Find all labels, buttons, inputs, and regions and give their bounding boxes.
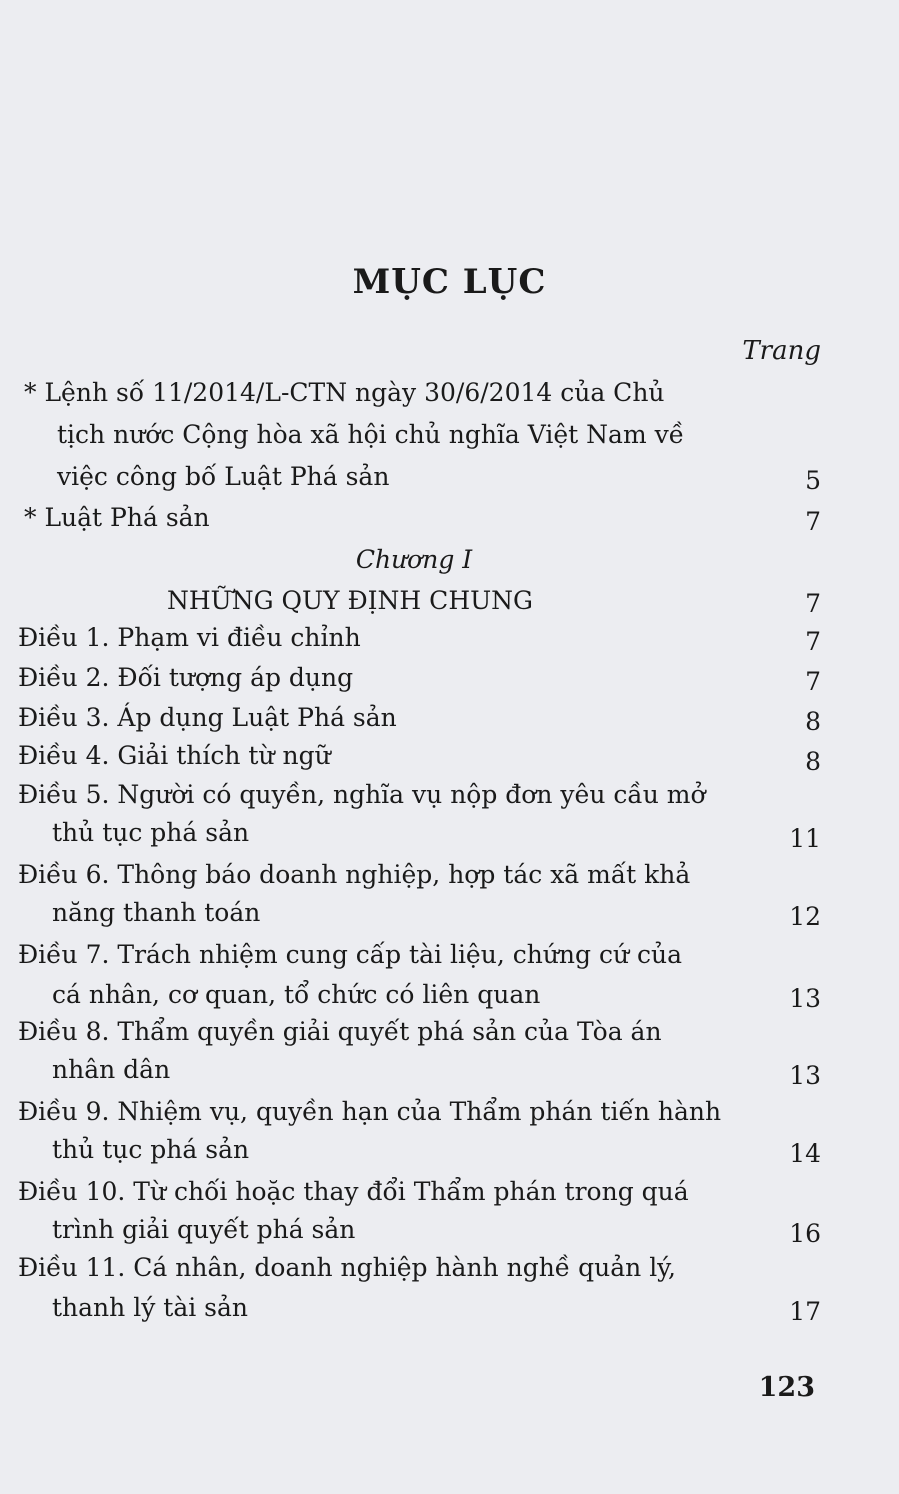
chapter-label: Chương I [355, 545, 473, 574]
toc-page-number: 12 [789, 902, 821, 931]
toc-page-number: 5 [805, 466, 821, 495]
toc-line: Điều 2. Đối tượng áp dụng [18, 663, 354, 692]
toc-page-number: 7 [805, 667, 821, 696]
chapter-title: NHỮNG QUY ĐỊNH CHUNG [166, 586, 534, 615]
toc-page-number: 13 [789, 984, 821, 1013]
toc-page-number: 17 [789, 1297, 821, 1326]
toc-page-number: 13 [789, 1061, 821, 1090]
toc-line: Điều 3. Áp dụng Luật Phá sản [18, 703, 397, 732]
toc-page-number: 7 [805, 589, 821, 618]
toc-line: Điều 1. Phạm vi điều chỉnh [18, 623, 361, 652]
toc-line: Điều 9. Nhiệm vụ, quyền hạn của Thẩm phán tiến hành [18, 1097, 722, 1126]
toc-line: Điều 10. Từ chối hoặc thay đổi Thẩm phán trong quá [18, 1177, 689, 1206]
toc-line: Điều 4. Giải thích từ ngữ [18, 741, 331, 770]
toc-page-number: 16 [789, 1219, 821, 1248]
toc-line: năng thanh toán [52, 898, 261, 927]
toc-line: * Lệnh số 11/2014/L-CTN ngày 30/6/2014 của Chủ [24, 378, 665, 407]
toc-line: Điều 5. Người có quyền, nghĩa vụ nộp đơn yêu cầu mở [18, 780, 706, 809]
toc-page-number: 14 [789, 1139, 821, 1168]
toc-line: thủ tục phá sản [52, 1135, 250, 1164]
toc-line: nhân dân [52, 1055, 171, 1084]
toc-line: cá nhân, cơ quan, tổ chức có liên quan [52, 980, 541, 1009]
toc-page-number: 8 [805, 707, 821, 736]
toc-line: Điều 6. Thông báo doanh nghiệp, hợp tác xã mất khả [18, 860, 691, 889]
toc-page-number: 11 [789, 824, 821, 853]
page-title: MỤC LỤC [352, 262, 547, 302]
toc-line: thủ tục phá sản [52, 818, 250, 847]
toc-line: việc công bố Luật Phá sản [57, 462, 390, 491]
toc-line: Điều 7. Trách nhiệm cung cấp tài liệu, chứng cứ của [18, 940, 683, 969]
toc-page-number: 8 [805, 747, 821, 776]
toc-line: Điều 8. Thẩm quyền giải quyết phá sản của Tòa án [18, 1017, 662, 1046]
toc-line: thanh lý tài sản [52, 1293, 248, 1322]
toc-page-number: 7 [805, 627, 821, 656]
toc-line: Điều 11. Cá nhân, doanh nghiệp hành nghề quản lý, [18, 1253, 676, 1282]
page-number: 123 [758, 1372, 815, 1403]
page-column-label: Trang [742, 336, 821, 366]
toc-line: trình giải quyết phá sản [52, 1215, 356, 1244]
toc-line: * Luật Phá sản [24, 503, 210, 532]
toc-line: tịch nước Cộng hòa xã hội chủ nghĩa Việt Nam về [57, 420, 685, 449]
toc-page-number: 7 [805, 507, 821, 536]
